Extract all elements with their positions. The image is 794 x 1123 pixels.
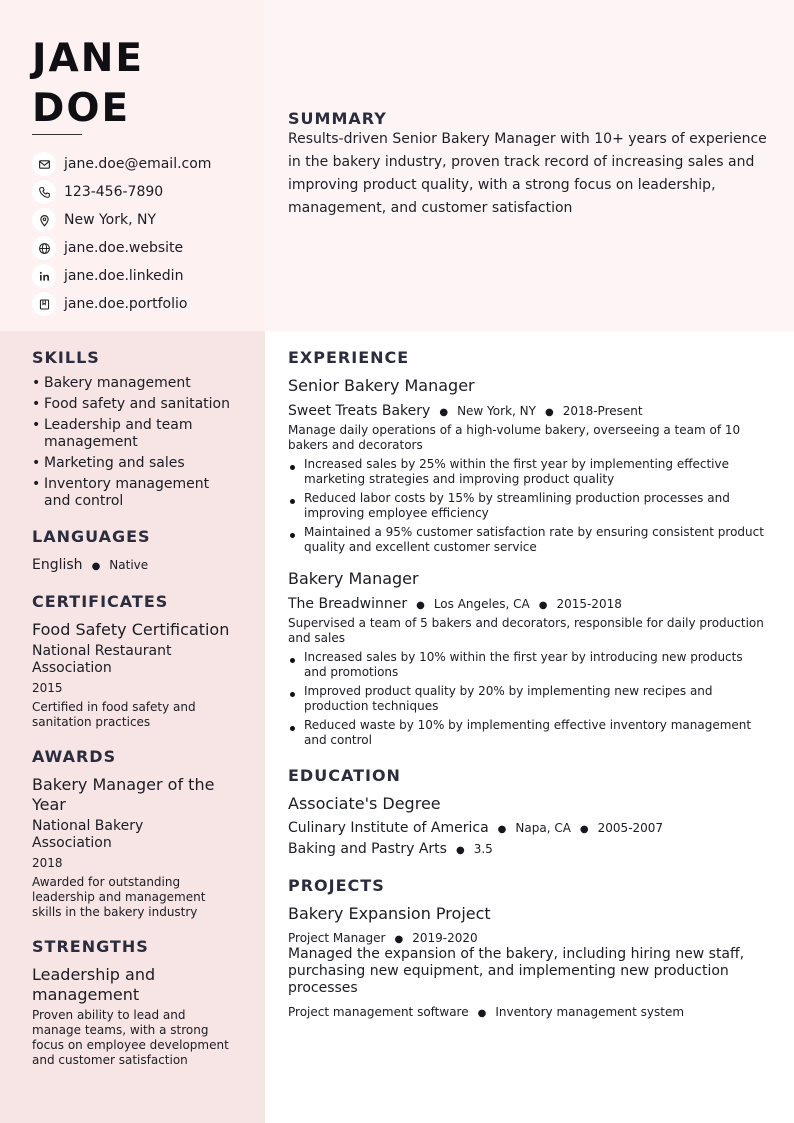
job-meta: Sweet Treats Bakery ● New York, NY ● 2018-Present — [288, 403, 643, 419]
awards-heading: AWARDS — [32, 747, 117, 766]
job-title: Bakery Manager — [288, 569, 419, 588]
contact-list — [32, 150, 211, 318]
candidate-name — [32, 34, 144, 134]
name-divider — [32, 134, 82, 135]
job-description: Supervised a team of 5 bakers and decorators, responsible for daily production and sales — [288, 616, 764, 645]
award-issuer: National Bakery Association — [32, 818, 144, 851]
portfolio-icon — [32, 292, 56, 316]
award-description: Awarded for outstanding leadership and management skills in the bakery industry — [32, 875, 206, 919]
list-item: Maintained a 95% customer satisfaction rate by ensuring consistent product quality and excellent customer service — [288, 525, 768, 555]
job-company: Sweet Treats Bakery — [288, 403, 431, 419]
contact-location — [32, 206, 211, 234]
certificates-heading: CERTIFICATES — [32, 592, 169, 611]
contact-location-text: New York, NY — [64, 212, 157, 228]
mail-icon — [32, 152, 56, 176]
education-field-row: Baking and Pastry Arts ● 3.5 — [288, 841, 493, 857]
job-title: Senior Bakery Manager — [288, 376, 475, 395]
project-description: Managed the expansion of the bakery, including hiring new staff, purchasing new equipment, and implementing new production processes — [288, 946, 745, 996]
contact-phone[interactable] — [32, 178, 211, 206]
contact-website[interactable] — [32, 234, 211, 262]
strength-name: Leadership and management — [32, 965, 156, 1004]
strengths-heading: STRENGTHS — [32, 937, 149, 956]
contact-portfolio-text: jane.doe.portfolio — [64, 296, 188, 312]
experience-heading: EXPERIENCE — [288, 348, 410, 367]
list-item: Increased sales by 25% within the first year by implementing effective marketing strategies and improving product quality — [288, 457, 768, 487]
job-company: The Breadwinner — [288, 596, 408, 612]
projects-heading: PROJECTS — [288, 876, 385, 895]
education-field: Baking and Pastry Arts — [288, 841, 447, 857]
job-achievements — [288, 457, 768, 555]
job-location: New York, NY — [457, 404, 536, 418]
education-dates: 2005-2007 — [597, 821, 664, 835]
contact-email[interactable] — [32, 150, 211, 178]
project-meta: Project Manager ● 2019-2020 — [288, 931, 478, 945]
list-item: Reduced waste by 10% by implementing effective inventory management and control — [288, 718, 768, 748]
education-meta: Culinary Institute of America ● Napa, CA ● 2005-2007 — [288, 820, 664, 836]
award-year: 2018 — [32, 856, 63, 870]
education-heading: EDUCATION — [288, 766, 401, 785]
summary-heading: SUMMARY — [288, 109, 387, 128]
list-item: • Marketing and sales — [32, 455, 237, 472]
list-item: Reduced labor costs by 15% by streamlining production processes and improving employee efficiency — [288, 491, 768, 521]
contact-portfolio[interactable] — [32, 290, 211, 318]
summary-text: Results-driven Senior Bakery Manager with 10+ years of experience in the bakery industry, proven track record of increasing sales and improving product quality, with a strong focus on leadership, management, and customer satisfaction — [288, 131, 767, 216]
job-dates: 2018-Present — [562, 404, 643, 418]
project-dates: 2019-2020 — [412, 931, 478, 945]
skills-list — [32, 375, 237, 514]
list-item: • Bakery management — [32, 375, 237, 392]
project-tool: Project management software — [288, 1005, 469, 1019]
linkedin-icon — [32, 264, 56, 288]
project-role: Project Manager — [288, 931, 386, 945]
education-gpa: 3.5 — [473, 842, 493, 856]
education-school: Culinary Institute of America — [288, 820, 489, 836]
name-first: JANE — [32, 36, 144, 81]
location-pin-icon — [32, 208, 56, 232]
list-item: Improved product quality by 20% by implementing new recipes and production techniques — [288, 684, 768, 714]
job-achievements — [288, 650, 768, 748]
education-degree: Associate's Degree — [288, 794, 441, 813]
job-location: Los Angeles, CA — [433, 597, 530, 611]
project-name: Bakery Expansion Project — [288, 904, 491, 923]
strength-description: Proven ability to lead and manage teams, with a strong focus on employee development and customer satisfaction — [32, 1008, 229, 1067]
project-tool: Inventory management system — [495, 1005, 685, 1019]
languages-heading: LANGUAGES — [32, 527, 151, 546]
list-item: Increased sales by 10% within the first year by introducing new products and promotions — [288, 650, 768, 680]
job-dates: 2015-2018 — [556, 597, 622, 611]
name-last: DOE — [32, 86, 131, 131]
list-item: • Inventory management and control — [32, 476, 237, 510]
contact-email-text: jane.doe@email.com — [64, 156, 212, 172]
education-location: Napa, CA — [515, 821, 571, 835]
job-description: Manage daily operations of a high-volume bakery, overseeing a team of 10 bakers and decorators — [288, 423, 741, 452]
certificate-name: Food Safety Certification — [32, 620, 230, 639]
award-name: Bakery Manager of the Year — [32, 775, 215, 814]
certificate-description: Certified in food safety and sanitation practices — [32, 700, 196, 729]
certificate-issuer: National Restaurant Association — [32, 643, 172, 676]
phone-icon — [32, 180, 56, 204]
language-name: English — [32, 557, 83, 573]
language-entry: English ● Native — [32, 557, 149, 573]
project-tools: Project management software ● Inventory management system — [288, 1005, 685, 1019]
language-level: Native — [109, 558, 149, 572]
contact-linkedin[interactable] — [32, 262, 211, 290]
skills-heading: SKILLS — [32, 348, 100, 367]
certificate-year: 2015 — [32, 681, 63, 695]
job-meta: The Breadwinner ● Los Angeles, CA ● 2015-2018 — [288, 596, 622, 612]
contact-phone-text: 123-456-7890 — [64, 184, 164, 200]
contact-website-text: jane.doe.website — [64, 240, 184, 256]
experience-entry — [288, 376, 768, 559]
experience-entry — [288, 569, 768, 752]
globe-icon — [32, 236, 56, 260]
list-item: • Food safety and sanitation — [32, 396, 237, 413]
list-item: • Leadership and team management — [32, 417, 237, 451]
contact-linkedin-text: jane.doe.linkedin — [64, 268, 184, 284]
